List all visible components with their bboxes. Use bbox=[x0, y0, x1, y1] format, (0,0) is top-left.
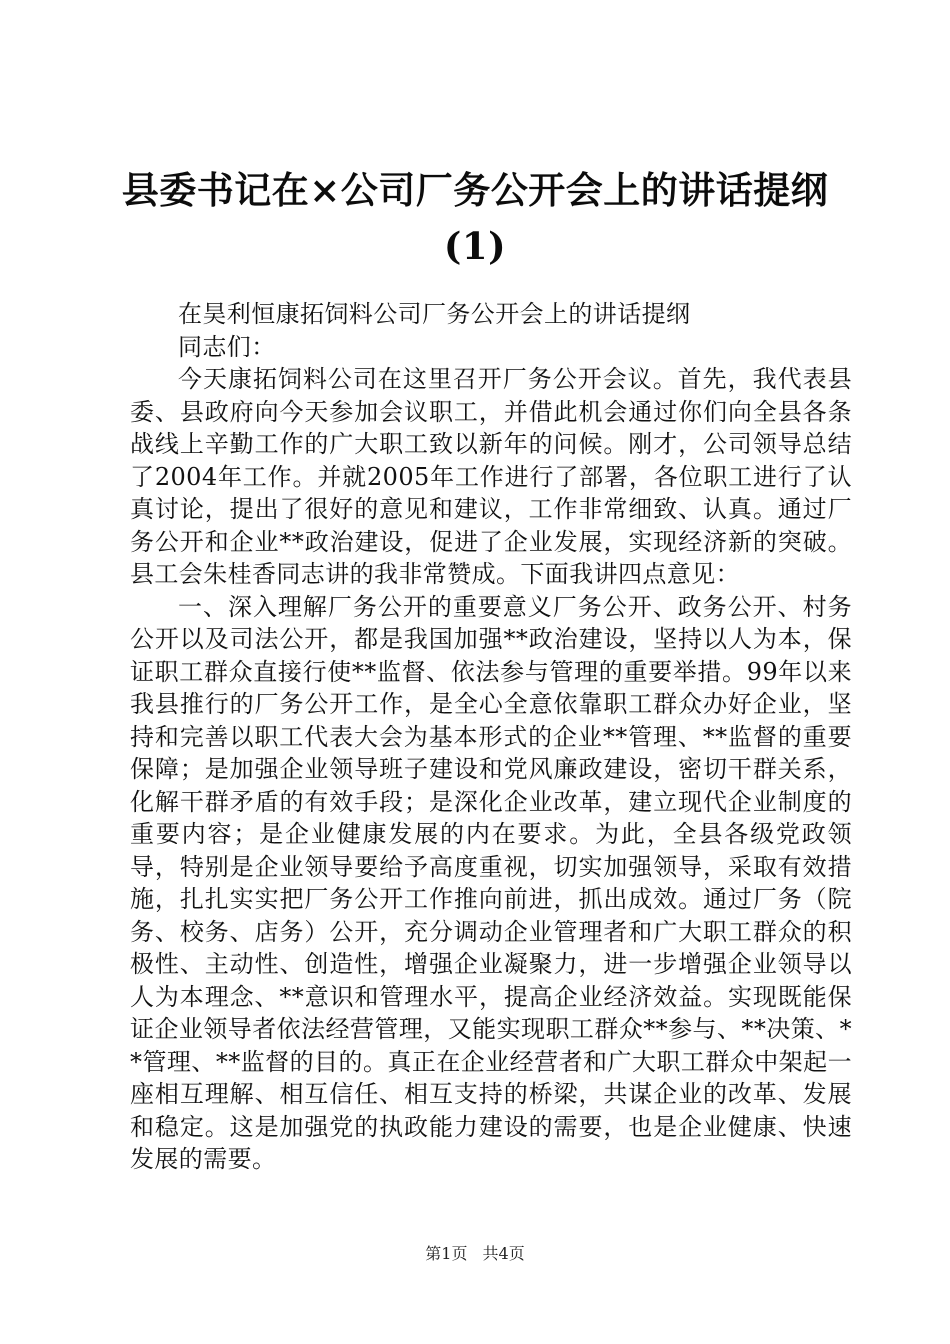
speech-heading: 在昊利恒康拓饲料公司厂务公开会上的讲话提纲 bbox=[178, 300, 691, 328]
page-number: 第1页 bbox=[425, 1244, 468, 1263]
salutation: 同志们： bbox=[178, 332, 276, 361]
page-total: 共4页 bbox=[482, 1244, 525, 1263]
document-body bbox=[130, 298, 852, 1176]
document-title: 县委书记在×公司厂务公开会上的讲话提纲(1) bbox=[121, 168, 829, 268]
body-paragraph: 一、深入理解厂务公开的重要意义厂务公开、政务公开、村务公开以及司法公开，都是我国加强**政治建设，坚持以人为本，保证职工群众直接行使**监督、依法参与管理的重要举措。99年以来我县推行的厂务公开工作，是全心全意依靠职工群众办好企业，坚持和完善以职工代表大会为基本形式的企业**管理、**监督的重要保障；是加强企业领导班子建设和党风廉政建设，密切干群关系，化解干群矛盾的有效手段；是深化企业改革，建立现代企业制度的重要内容；是企业健康发展的内在要求。为此，全县各级党政领导，特别是企业领导要给予高度重视，切实加强领导，采取有效措施，扎扎实实把厂务公开工作推向前进，抓出成效。通过厂务（院务、校务、店务）公开，充分调动企业管理者和广大职工群众的积极性、主动性、创造性，增强企业凝聚力，进一步增强企业领导以人为本理念、**意识和管理水平，提高企业经济效益。实现既能保证企业领导者依法经营管理，又能实现职工群众**参与、**决策、**管理、**监督的目的。真正在企业经营者和广大职工群众中架起一座相互理解、相互信任、相互支持的桥梁，共谋企业的改革、发展和稳定。这是加强党的执政能力建设的需要，也是企业健康、快速发展的需要。 bbox=[130, 592, 852, 1173]
page-footer bbox=[0, 1244, 950, 1264]
body-paragraph: 今天康拓饲料公司在这里召开厂务公开会议。首先，我代表县委、县政府向今天参加会议职工，并借此机会通过你们向全县各条战线上辛勤工作的广大职工致以新年的问候。刚才，公司领导总结了2004年工作。并就2005年工作进行了部署，各位职工进行了认真讨论，提出了很好的意见和建议，工作非常细致、认真。通过厂务公开和企业**政治建设，促进了企业发展，实现经济新的突破。县工会朱桂香同志讲的我非常赞成。下面我讲四点意见： bbox=[130, 365, 852, 588]
